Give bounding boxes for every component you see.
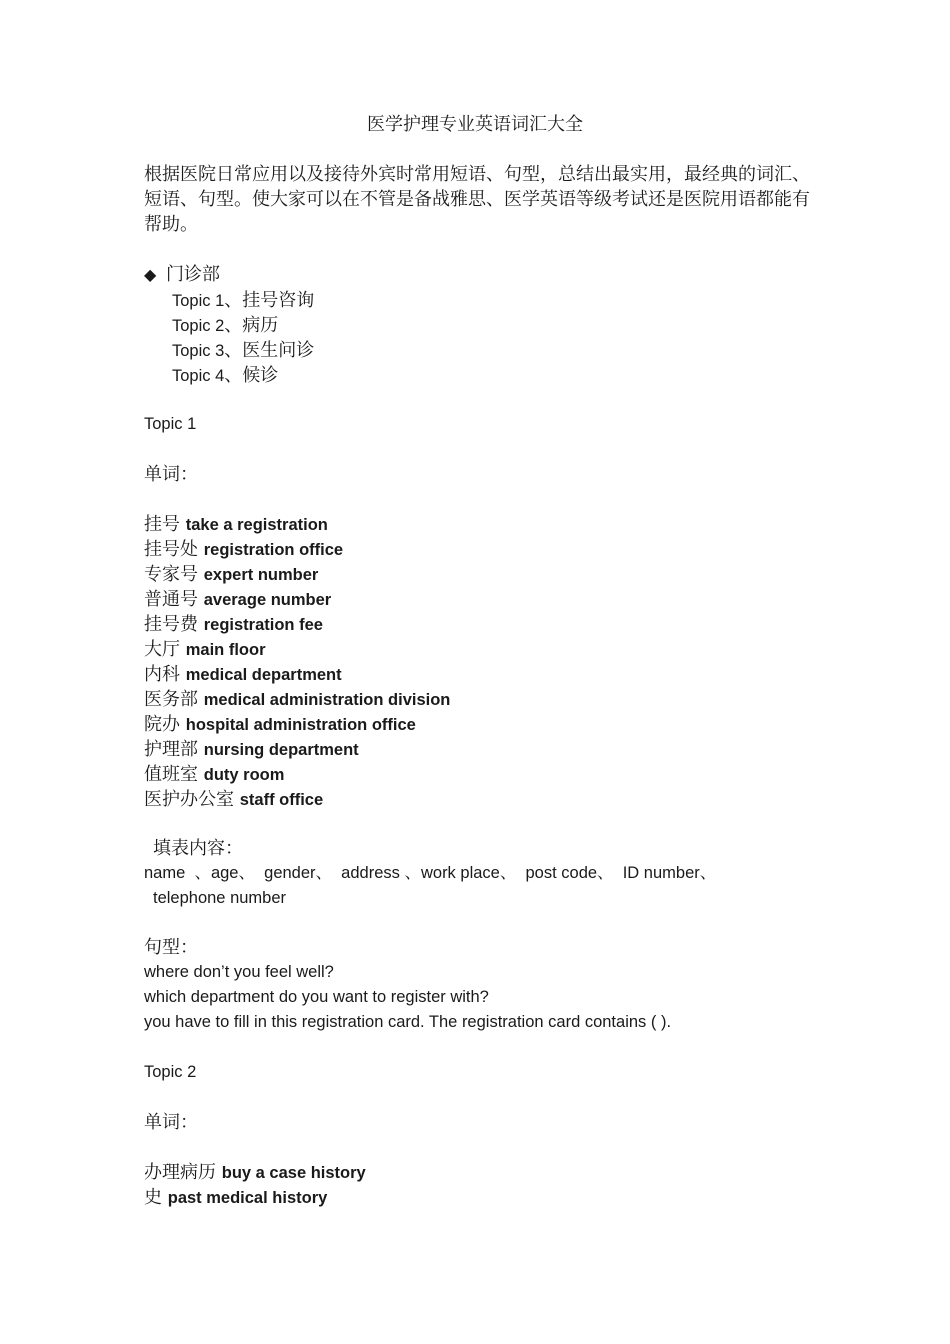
topic1-vocab-label: 单词： bbox=[144, 464, 198, 485]
vocab-zh: 史 bbox=[144, 1187, 168, 1208]
vocab-en: staff office bbox=[239, 791, 324, 809]
topic1-heading: Topic 1 bbox=[144, 415, 197, 433]
sentence-line: you have to fill in this registration card. The registration card contains ( ). bbox=[144, 1013, 672, 1031]
vocab-zh: 内科 bbox=[144, 664, 186, 685]
vocab-item bbox=[144, 762, 284, 788]
vocab-zh: 护理部 bbox=[144, 739, 204, 760]
topic-outline-en: Topic 1 bbox=[172, 292, 225, 310]
topic-outline-zh: 、候诊 bbox=[224, 365, 279, 386]
intro-paragraph: 根据医院日常应用以及接待外宾时常用短语、句型，总结出最实用，最经典的词汇、短语、句型。使大家可以在不管是备战雅思、医学英语等级考试还是医院用语都能有帮助。 bbox=[144, 164, 810, 235]
vocab-en: registration office bbox=[203, 541, 344, 559]
vocab-en: hospital administration office bbox=[185, 716, 416, 734]
topic-outline-zh: 、病历 bbox=[224, 315, 279, 336]
topic-outline-en: Topic 4 bbox=[172, 367, 225, 385]
vocab-zh: 医护办公室 bbox=[144, 789, 240, 810]
sentence-line: which department do you want to register with? bbox=[144, 988, 489, 1006]
vocab-zh: 值班室 bbox=[144, 764, 204, 785]
vocab-en: past medical history bbox=[167, 1189, 328, 1207]
vocab-item bbox=[144, 712, 416, 738]
vocab-zh: 医务部 bbox=[144, 689, 204, 710]
topic-outline-zh: 、挂号咨询 bbox=[224, 290, 315, 311]
vocab-en: average number bbox=[203, 591, 332, 609]
vocab-item bbox=[144, 737, 359, 763]
vocab-item bbox=[144, 537, 343, 563]
vocab-zh: 院办 bbox=[144, 714, 186, 735]
vocab-zh: 办理病历 bbox=[144, 1162, 222, 1183]
sentence-label: 句型： bbox=[144, 937, 198, 958]
sentence-line: where don’t you feel well? bbox=[144, 963, 334, 981]
diamond-bullet-icon: ◆ bbox=[144, 265, 157, 284]
topic-outline-en: Topic 2 bbox=[172, 317, 225, 335]
topic2-vocab-label: 单词： bbox=[144, 1112, 198, 1133]
topic-outline-zh: 、医生问诊 bbox=[224, 340, 315, 361]
form-fields-label: 填表内容： bbox=[153, 838, 243, 859]
document-title: 医学护理专业英语词汇大全 bbox=[367, 114, 583, 135]
topic-outline-item bbox=[172, 338, 314, 364]
vocab-zh: 挂号 bbox=[144, 514, 186, 535]
vocab-item bbox=[144, 587, 331, 613]
vocab-en: main floor bbox=[185, 641, 266, 659]
vocab-zh: 专家号 bbox=[144, 564, 204, 585]
vocab-item bbox=[144, 562, 318, 588]
vocab-en: registration fee bbox=[203, 616, 323, 634]
section-heading bbox=[144, 262, 220, 287]
vocab-item bbox=[144, 1185, 327, 1211]
vocab-zh: 大厅 bbox=[144, 639, 186, 660]
topic-outline-item bbox=[172, 313, 278, 339]
vocab-en: expert number bbox=[203, 566, 319, 584]
vocab-item bbox=[144, 1160, 366, 1186]
vocab-en: buy a case history bbox=[221, 1164, 366, 1182]
topic-outline-item bbox=[172, 363, 278, 389]
vocab-en: duty room bbox=[203, 766, 285, 784]
vocab-en: nursing department bbox=[203, 741, 359, 759]
section-heading-text: 门诊部 bbox=[166, 264, 220, 285]
topic-outline-en: Topic 3 bbox=[172, 342, 225, 360]
form-fields-line: name 、age、 gender、 address 、work place、 post code、 ID number、 bbox=[144, 864, 717, 882]
vocab-item bbox=[144, 787, 323, 813]
vocab-zh: 挂号费 bbox=[144, 614, 204, 635]
vocab-item bbox=[144, 512, 328, 538]
topic-outline-item bbox=[172, 288, 314, 314]
topic2-heading: Topic 2 bbox=[144, 1063, 197, 1081]
vocab-en: medical administration division bbox=[203, 691, 451, 709]
vocab-zh: 普通号 bbox=[144, 589, 204, 610]
form-fields-line: telephone number bbox=[153, 889, 287, 907]
vocab-item bbox=[144, 637, 266, 663]
vocab-item bbox=[144, 662, 342, 688]
vocab-item bbox=[144, 687, 450, 713]
vocab-en: take a registration bbox=[185, 516, 328, 534]
vocab-en: medical department bbox=[185, 666, 342, 684]
vocab-item bbox=[144, 612, 323, 638]
vocab-zh: 挂号处 bbox=[144, 539, 204, 560]
